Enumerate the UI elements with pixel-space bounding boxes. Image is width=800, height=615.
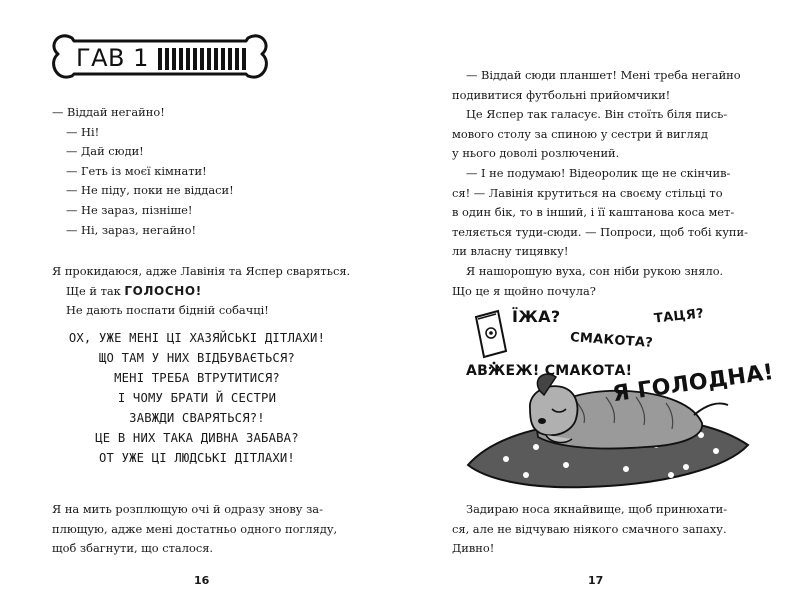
paragraph-line: щоб збагнути, що сталося.	[52, 541, 214, 556]
chapter-title: ГАВ 1	[76, 44, 149, 72]
paragraph-line	[52, 282, 350, 302]
barcode-icon	[158, 48, 246, 70]
paragraph-line: ся, але не відчуваю ніякого смачного запаху.	[452, 521, 727, 536]
page-number-left: 16	[194, 574, 210, 587]
loud-word: ГОЛОСНО!	[124, 283, 202, 298]
chapter-header	[50, 28, 272, 90]
paragraph-line: у нього доволі розлючений.	[452, 146, 620, 161]
paragraph-line: ся! — Лавінія крутиться на своєму стільці то	[452, 185, 723, 200]
dialog-line: — Ні, зараз, негайно!	[66, 222, 197, 237]
wake-up-paragraph	[52, 262, 350, 321]
thought-line: ЩО ТАМ У НИХ ВІДБУВАЄТЬСЯ?	[99, 351, 295, 365]
thought-line: ЦЕ В НИХ ТАКА ДИВНА ЗАБАВА?	[95, 431, 299, 445]
thought-line: ОХ, УЖЕ МЕНІ ЦІ ХАЗЯЙСЬКІ ДІТЛАХИ!	[68, 331, 326, 345]
paragraph-line: Це Яспер так галасує. Він стоїть біля пись-	[466, 107, 728, 122]
paragraph-line: — Віддай сюди планшет! Мені треба негайно	[466, 68, 741, 82]
paragraph-line: ли власну тицявку!	[452, 244, 569, 259]
dialog-line: — Не піду, поки не віддаси!	[66, 183, 234, 198]
paragraph-line: Не дають поспати бідній собачці!	[66, 303, 269, 318]
sfx-food: ЇЖА?	[512, 307, 561, 326]
paragraph-line: в один бік, то в інший, і її каштанова коса мет-	[452, 205, 735, 220]
dialog-line: — Геть із моєї кімнати!	[66, 163, 207, 178]
dialog-line: — Ні!	[66, 124, 100, 139]
thought-line: І ЧОМУ БРАТИ Й СЕСТРИ	[117, 391, 277, 405]
paragraph-line: Задираю носа якнайвище, щоб принюхати-	[466, 502, 728, 516]
paragraph-line: Я нашорошую вуха, сон ніби рукою зняло.	[466, 263, 724, 278]
paragraph-line: подивитися футбольні прийомчики!	[452, 87, 671, 102]
sleeping-dog-illustration	[466, 305, 776, 493]
sfx-yummy: СМАКОТА?	[569, 330, 654, 351]
thought-line: ОТ УЖЕ ЦІ ЛЮДСЬКІ ДІТЛАХИ!	[99, 451, 295, 465]
eyes-paragraph	[52, 500, 350, 559]
paragraph-line: Я на мить розплющую очі й одразу знову за-	[52, 502, 323, 516]
paragraph-line: Що це я щойно почула?	[452, 283, 596, 298]
sfx-dance: ТАЦЯ?	[653, 306, 705, 327]
argument-text	[452, 66, 752, 301]
paragraph-line: теляється туди-сюди. — Попроси, щоб тобі купи-	[452, 224, 748, 239]
thought-line: МЕНІ ТРЕБА ВТРУТИТИСЯ?	[114, 371, 280, 385]
paragraph-line: Я прокидаюся, адже Лавінія та Яспер сваряться.	[52, 264, 351, 278]
sniff-paragraph	[452, 500, 752, 559]
paragraph-line: плющую, адже мені достатньо одного погляду,	[52, 521, 338, 536]
paragraph-text: Ще й так	[66, 283, 121, 298]
paragraph-line: Дивно!	[452, 541, 495, 556]
page-number-right: 17	[588, 574, 604, 587]
dog-thoughts	[52, 328, 342, 468]
dialog-line: — Дай сюди!	[66, 144, 144, 159]
paragraph-line: — І не подумаю! Відеоролик ще не скінчив-	[466, 165, 731, 180]
thought-line: ЗАВЖДИ СВАРЯТЬСЯ?!	[129, 411, 265, 425]
dialog-line: — Віддай негайно!	[52, 105, 165, 119]
sfx-sure: АВЖЕЖ! СМАКОТА!	[466, 363, 633, 379]
opening-dialog	[52, 103, 234, 240]
dialog-line: — Не зараз, пізніше!	[66, 202, 193, 217]
sfx-hungry: Я ГОЛОДНА!	[611, 359, 776, 408]
paragraph-line: мового столу за спиною у сестри й вигляд	[452, 126, 708, 141]
